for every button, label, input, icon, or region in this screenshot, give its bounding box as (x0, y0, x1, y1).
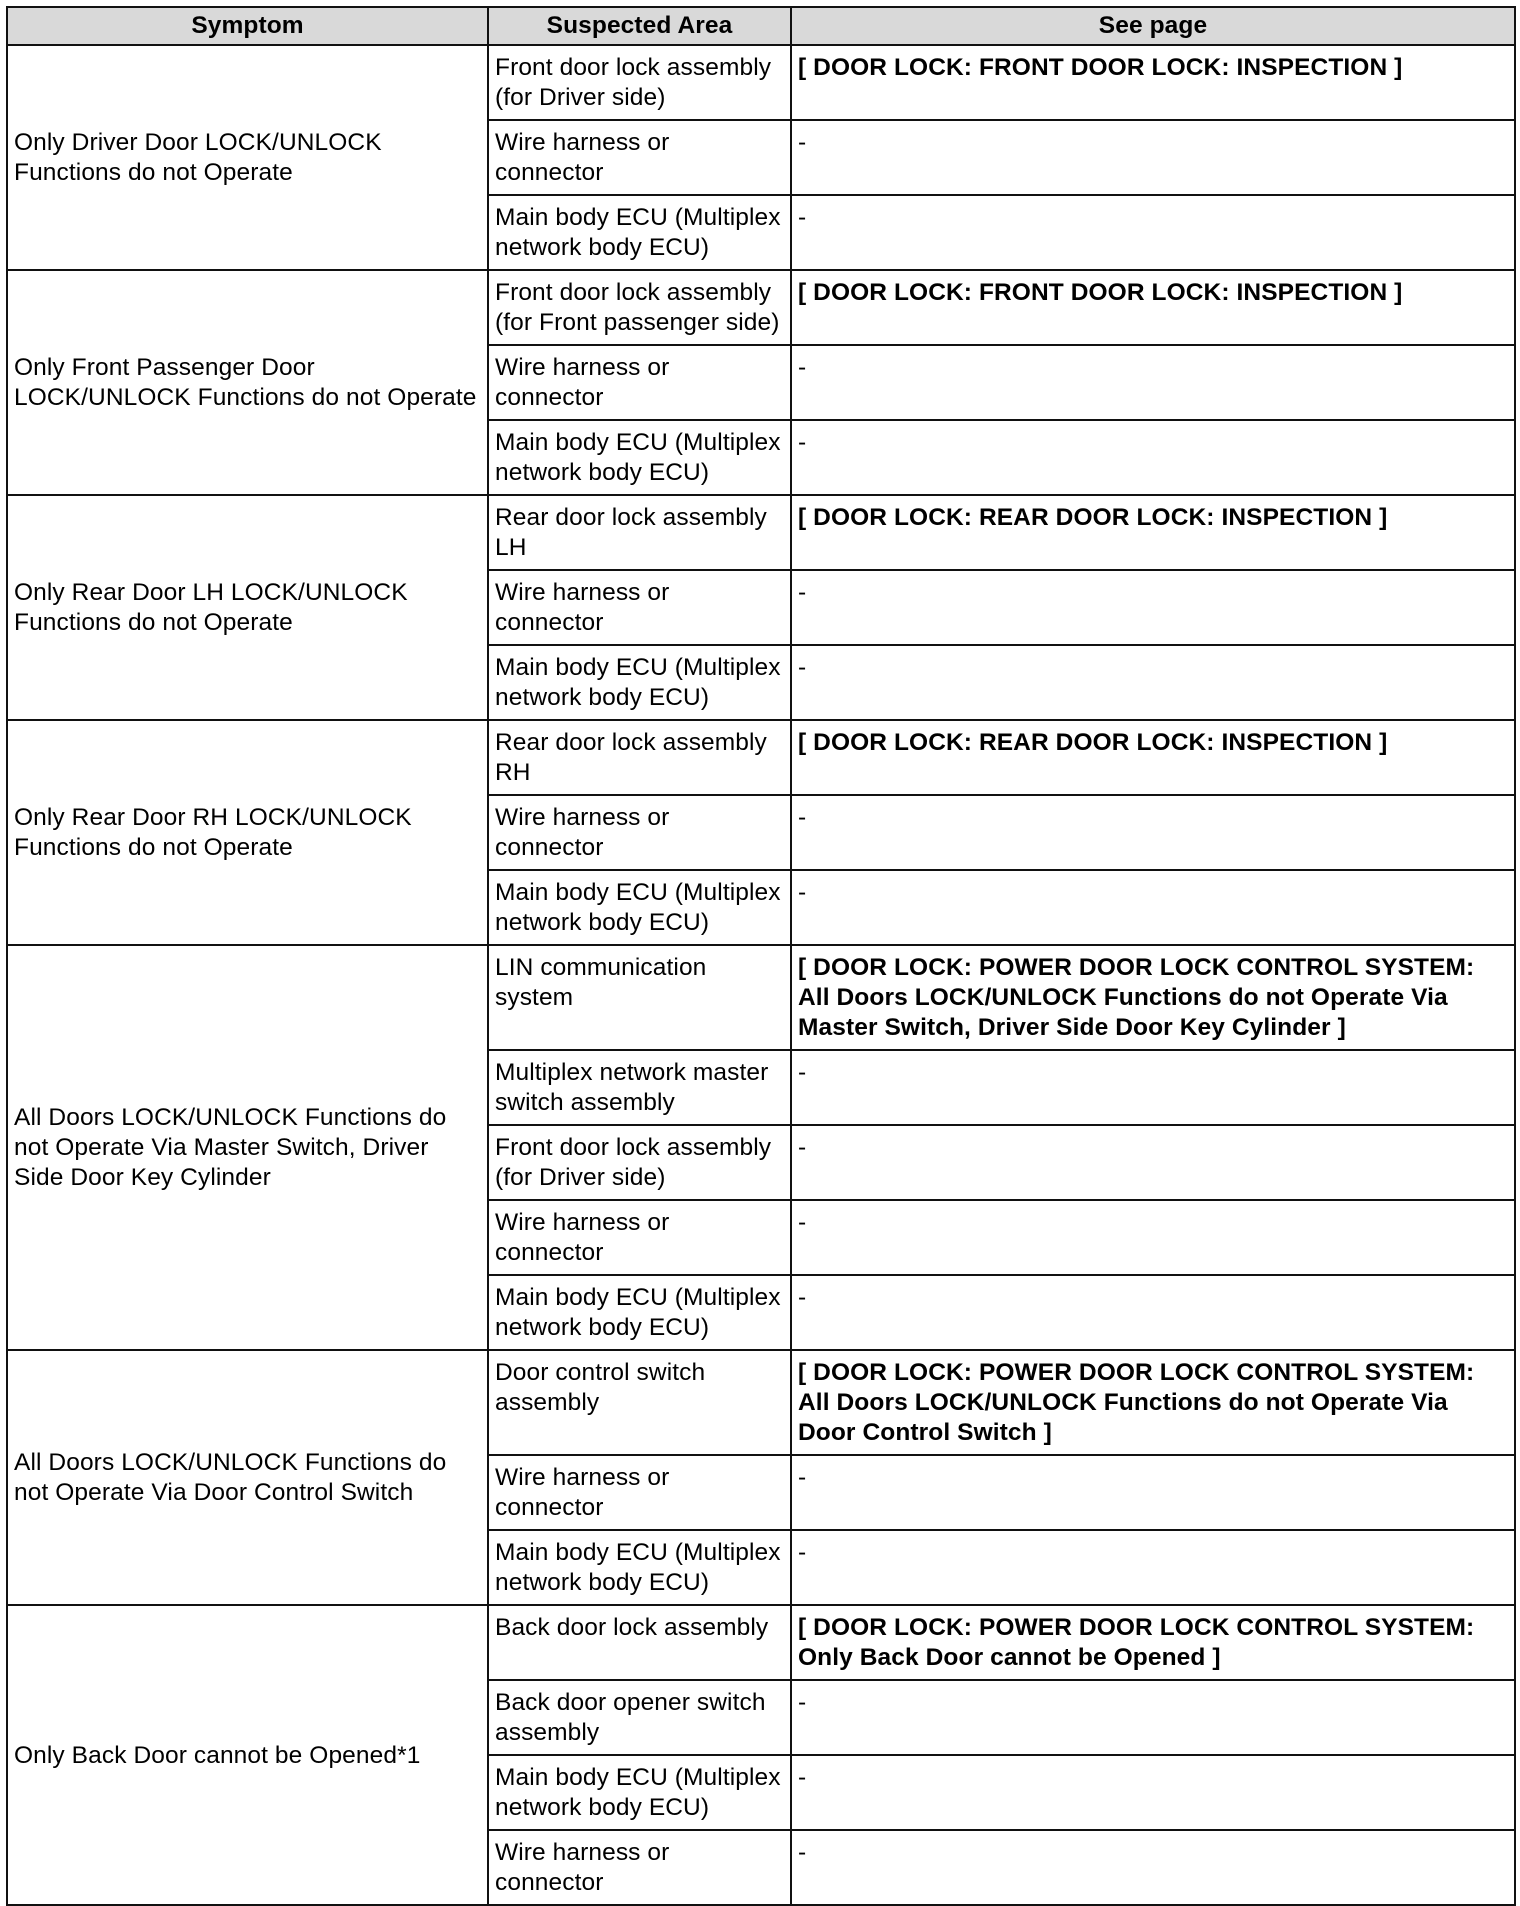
table-body (7, 45, 1515, 1905)
suspected-area-cell: Main body ECU (Multiplex network body ECU) (488, 1275, 791, 1350)
see-page-cell: - (791, 570, 1515, 645)
header-row (7, 7, 1515, 45)
symptom-cell: Only Rear Door RH LOCK/UNLOCK Functions do not Operate (7, 720, 488, 945)
table-row (7, 1605, 1515, 1680)
suspected-area-cell: LIN communication system (488, 945, 791, 1050)
see-page-link[interactable]: [ DOOR LOCK: REAR DOOR LOCK: INSPECTION ] (791, 720, 1515, 795)
suspected-area-cell: Door control switch assembly (488, 1350, 791, 1455)
suspected-area-cell: Back door opener switch assembly (488, 1680, 791, 1755)
suspected-area-cell: Main body ECU (Multiplex network body ECU) (488, 870, 791, 945)
symptom-cell: Only Back Door cannot be Opened*1 (7, 1605, 488, 1905)
see-page-link[interactable]: [ DOOR LOCK: POWER DOOR LOCK CONTROL SYSTEM: All Doors LOCK/UNLOCK Functions do not Operate Via Door Control Switch ] (791, 1350, 1515, 1455)
table-row (7, 270, 1515, 345)
see-page-cell: - (791, 1680, 1515, 1755)
see-page-cell: - (791, 870, 1515, 945)
table-row (7, 720, 1515, 795)
see-page-link[interactable]: [ DOOR LOCK: POWER DOOR LOCK CONTROL SYSTEM: Only Back Door cannot be Opened ] (791, 1605, 1515, 1680)
suspected-area-cell: Wire harness or connector (488, 795, 791, 870)
suspected-area-cell: Multiplex network master switch assembly (488, 1050, 791, 1125)
see-page-cell: - (791, 1275, 1515, 1350)
table-row (7, 495, 1515, 570)
header-suspected-area: Suspected Area (488, 7, 791, 45)
suspected-area-cell: Main body ECU (Multiplex network body ECU) (488, 195, 791, 270)
suspected-area-cell: Wire harness or connector (488, 570, 791, 645)
table-row (7, 1350, 1515, 1455)
suspected-area-cell: Front door lock assembly (for Driver side) (488, 1125, 791, 1200)
suspected-area-cell: Wire harness or connector (488, 345, 791, 420)
suspected-area-cell: Main body ECU (Multiplex network body ECU) (488, 645, 791, 720)
suspected-area-cell: Main body ECU (Multiplex network body ECU) (488, 1755, 791, 1830)
suspected-area-cell: Back door lock assembly (488, 1605, 791, 1680)
table-row (7, 45, 1515, 120)
see-page-cell: - (791, 1125, 1515, 1200)
see-page-link[interactable]: [ DOOR LOCK: REAR DOOR LOCK: INSPECTION ] (791, 495, 1515, 570)
suspected-area-cell: Wire harness or connector (488, 1830, 791, 1905)
header-see-page: See page (791, 7, 1515, 45)
symptom-cell: Only Driver Door LOCK/UNLOCK Functions do not Operate (7, 45, 488, 270)
suspected-area-cell: Rear door lock assembly LH (488, 495, 791, 570)
see-page-cell: - (791, 420, 1515, 495)
symptom-cell: All Doors LOCK/UNLOCK Functions do not Operate Via Master Switch, Driver Side Door Key Cylinder (7, 945, 488, 1350)
see-page-cell: - (791, 1830, 1515, 1905)
symptom-table-container (6, 6, 1514, 1906)
problem-symptoms-table (6, 6, 1516, 1906)
see-page-cell: - (791, 1050, 1515, 1125)
symptom-cell: All Doors LOCK/UNLOCK Functions do not Operate Via Door Control Switch (7, 1350, 488, 1605)
see-page-link[interactable]: [ DOOR LOCK: FRONT DOOR LOCK: INSPECTION ] (791, 270, 1515, 345)
suspected-area-cell: Rear door lock assembly RH (488, 720, 791, 795)
see-page-cell: - (791, 795, 1515, 870)
see-page-cell: - (791, 645, 1515, 720)
suspected-area-cell: Wire harness or connector (488, 120, 791, 195)
suspected-area-cell: Wire harness or connector (488, 1200, 791, 1275)
see-page-cell: - (791, 1200, 1515, 1275)
suspected-area-cell: Main body ECU (Multiplex network body ECU) (488, 1530, 791, 1605)
symptom-cell: Only Front Passenger Door LOCK/UNLOCK Functions do not Operate (7, 270, 488, 495)
table-header (7, 7, 1515, 45)
see-page-cell: - (791, 345, 1515, 420)
see-page-link[interactable]: [ DOOR LOCK: FRONT DOOR LOCK: INSPECTION ] (791, 45, 1515, 120)
suspected-area-cell: Front door lock assembly (for Front passenger side) (488, 270, 791, 345)
see-page-link[interactable]: [ DOOR LOCK: POWER DOOR LOCK CONTROL SYSTEM: All Doors LOCK/UNLOCK Functions do not Operate Via Master Switch, Driver Side Door Key Cylinder ] (791, 945, 1515, 1050)
suspected-area-cell: Front door lock assembly (for Driver side) (488, 45, 791, 120)
table-row (7, 945, 1515, 1050)
see-page-cell: - (791, 120, 1515, 195)
see-page-cell: - (791, 1530, 1515, 1605)
suspected-area-cell: Wire harness or connector (488, 1455, 791, 1530)
see-page-cell: - (791, 1755, 1515, 1830)
see-page-cell: - (791, 1455, 1515, 1530)
see-page-cell: - (791, 195, 1515, 270)
symptom-cell: Only Rear Door LH LOCK/UNLOCK Functions do not Operate (7, 495, 488, 720)
header-symptom: Symptom (7, 7, 488, 45)
suspected-area-cell: Main body ECU (Multiplex network body ECU) (488, 420, 791, 495)
